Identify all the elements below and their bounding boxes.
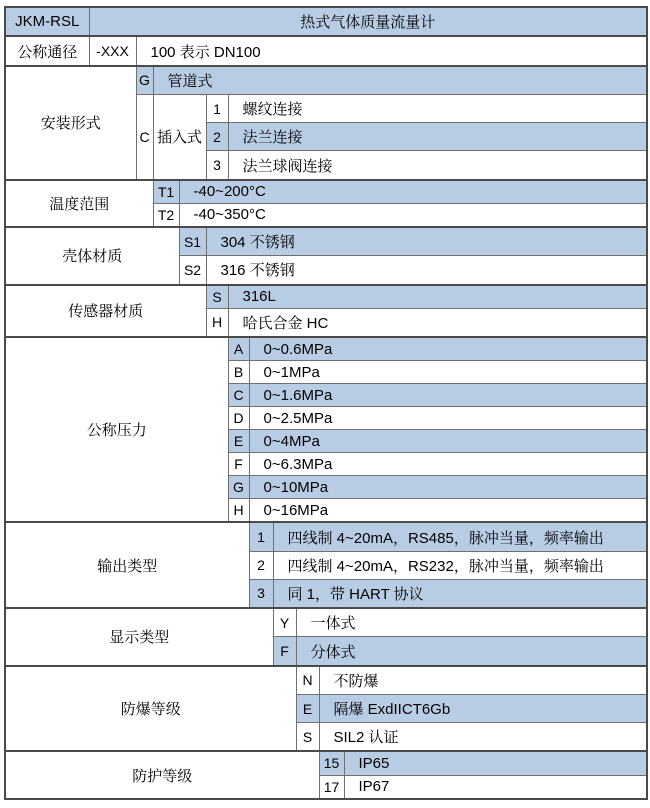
diameter-value: 100 表示 DN100	[136, 36, 647, 65]
pressure-option-value: 0~1MPa	[249, 361, 647, 384]
pressure-option-value: 0~4MPa	[249, 430, 647, 453]
housing-option-value: 316 不锈钢	[206, 256, 647, 285]
pressure-option-value: 0~16MPa	[249, 499, 647, 523]
pressure-option-code: D	[228, 407, 249, 430]
mounting-insertion-label: 插入式	[153, 95, 206, 180]
temperature-option-value: -40~350°C	[179, 203, 647, 227]
insertion-option-code: 3	[206, 151, 228, 180]
display-option-code: F	[273, 637, 296, 666]
temperature-option-code: T2	[153, 203, 179, 227]
temperature-option-value: -40~200°C	[179, 180, 647, 204]
pressure-option-code: H	[228, 499, 249, 523]
explosion-option-value: 隔爆 ExdIICT6Gb	[319, 694, 647, 722]
pressure-label: 公称压力	[5, 337, 228, 522]
explosion-option-code: S	[296, 723, 319, 752]
pressure-option-code: A	[228, 337, 249, 361]
housing-label: 壳体材质	[5, 227, 179, 285]
pressure-option-code: F	[228, 453, 249, 476]
explosion-option-value: SIL2 认证	[319, 723, 647, 752]
pressure-option-code: B	[228, 361, 249, 384]
output-option-code: 3	[249, 579, 273, 608]
pressure-option-code: G	[228, 476, 249, 499]
output-label: 输出类型	[5, 522, 249, 608]
output-option-value: 四线制 4~20mA，RS485，脉冲当量，频率输出	[273, 522, 647, 551]
mounting-pipe-value: 管道式	[153, 66, 647, 95]
temperature-label: 温度范围	[5, 180, 153, 227]
display-option-code: Y	[273, 608, 296, 637]
output-option-code: 1	[249, 522, 273, 551]
pressure-option-code: E	[228, 430, 249, 453]
pressure-option-value: 0~2.5MPa	[249, 407, 647, 430]
table-title: 热式气体质量流量计	[89, 7, 647, 36]
explosion-option-code: E	[296, 694, 319, 722]
spec-table	[4, 6, 648, 800]
sensor-option-code: S	[206, 285, 228, 309]
protection-option-value: IP67	[344, 775, 647, 799]
pressure-option-value: 0~0.6MPa	[249, 337, 647, 361]
model-cell: JKM-RSL	[5, 7, 89, 36]
housing-option-code: S1	[179, 227, 206, 256]
pressure-option-value: 0~10MPa	[249, 476, 647, 499]
insertion-option-value: 螺纹连接	[228, 95, 647, 123]
protection-option-code: 17	[319, 775, 344, 799]
pressure-option-value: 0~1.6MPa	[249, 384, 647, 407]
insertion-option-code: 1	[206, 95, 228, 123]
protection-option-value: IP65	[344, 751, 647, 775]
output-option-value: 四线制 4~20mA，RS232，脉冲当量，频率输出	[273, 551, 647, 579]
sensor-option-value: 316L	[228, 285, 647, 309]
mounting-label: 安装形式	[5, 66, 136, 180]
protection-option-code: 15	[319, 751, 344, 775]
explosion-option-code: N	[296, 666, 319, 695]
display-option-value: 一体式	[296, 608, 647, 637]
display-label: 显示类型	[5, 608, 273, 666]
protection-label: 防护等级	[5, 751, 319, 799]
sensor-option-value: 哈氏合金 HC	[228, 308, 647, 337]
insertion-option-value: 法兰球阀连接	[228, 151, 647, 180]
display-option-value: 分体式	[296, 637, 647, 666]
housing-option-value: 304 不锈钢	[206, 227, 647, 256]
housing-option-code: S2	[179, 256, 206, 285]
pressure-option-value: 0~6.3MPa	[249, 453, 647, 476]
sensor-option-code: H	[206, 308, 228, 337]
mounting-pipe-code: G	[136, 66, 153, 95]
insertion-option-code: 2	[206, 123, 228, 151]
insertion-option-value: 法兰连接	[228, 123, 647, 151]
explosion-label: 防爆等级	[5, 666, 296, 752]
temperature-option-code: T1	[153, 180, 179, 204]
pressure-option-code: C	[228, 384, 249, 407]
sensor-label: 传感器材质	[5, 285, 206, 337]
mounting-insertion-code: C	[136, 95, 153, 180]
diameter-label: 公称通径	[5, 36, 89, 65]
output-option-code: 2	[249, 551, 273, 579]
output-option-value: 同 1，带 HART 协议	[273, 579, 647, 608]
diameter-code: -XXX	[89, 36, 136, 65]
explosion-option-value: 不防爆	[319, 666, 647, 695]
